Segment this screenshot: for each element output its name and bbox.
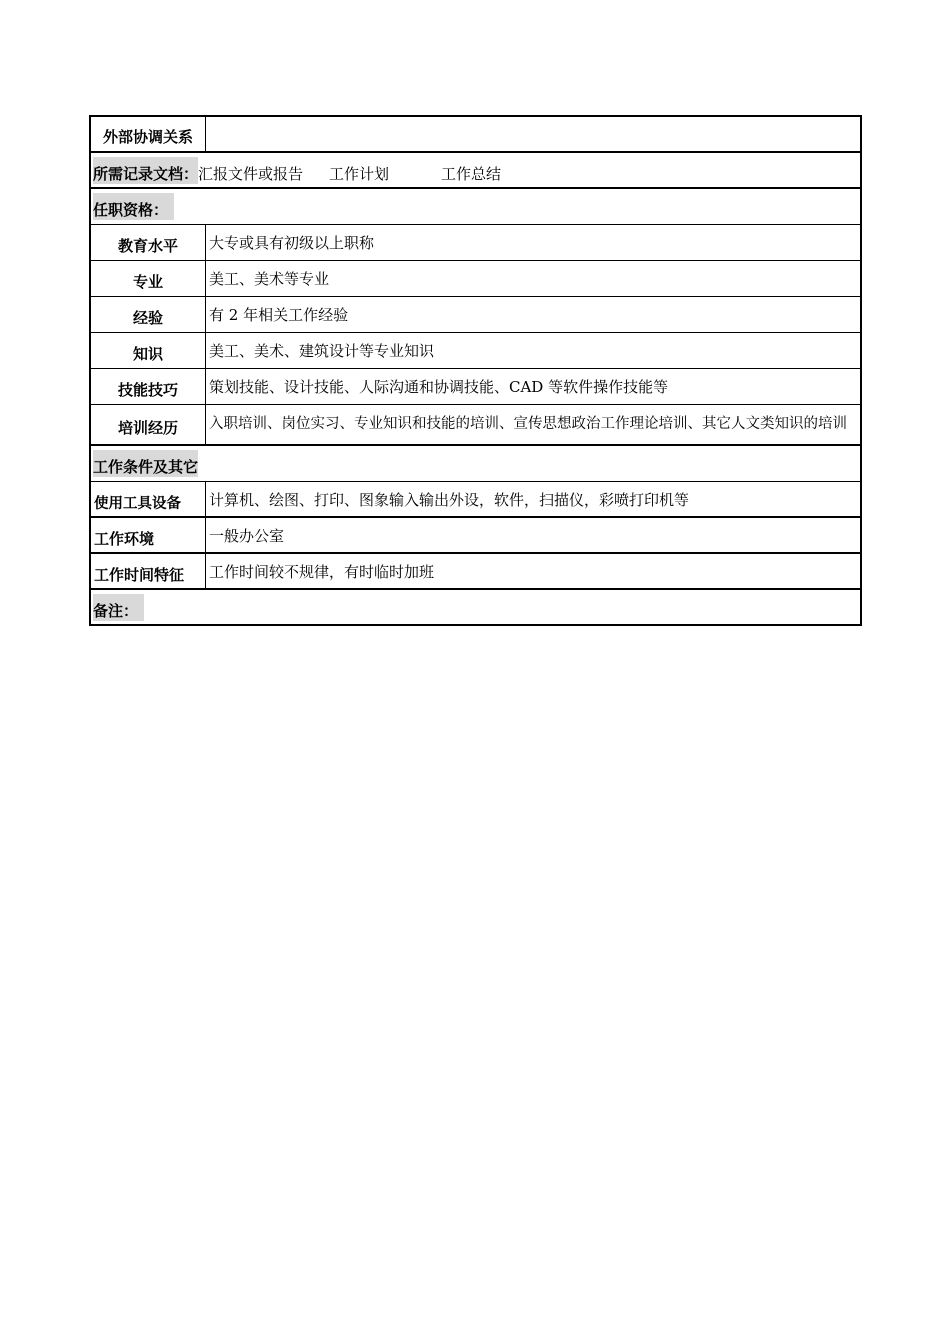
- work-conditions-header-cell: [91, 446, 860, 481]
- remarks-row: [91, 590, 860, 624]
- time-value: 工作时间较不规律，有时临时加班: [209, 562, 435, 581]
- qualification-row-skills: [91, 369, 860, 405]
- qualification-row-education: [91, 225, 860, 261]
- education-value: 大专或具有初级以上职称: [209, 234, 375, 252]
- experience-value: 有 2 年相关工作经验: [209, 306, 349, 324]
- major-label: 专业: [91, 261, 206, 296]
- qualification-row-experience: [91, 297, 860, 333]
- knowledge-label: 知识: [91, 333, 206, 368]
- skills-value: 策划技能、设计技能、人际沟通和协调技能、CAD 等软件操作技能等: [209, 378, 669, 396]
- skills-label: 技能技巧: [91, 369, 206, 404]
- work-conditions-header-row: [91, 446, 860, 482]
- required-docs-label: 所需记录文档：: [93, 157, 198, 184]
- external-coordination-value: [206, 117, 860, 151]
- qualification-row-major: [91, 261, 860, 297]
- required-docs-content: [93, 157, 527, 184]
- doc-item-plan: 工作计划: [329, 164, 390, 183]
- education-label: 教育水平: [91, 225, 206, 260]
- time-label: 工作时间特征: [91, 554, 206, 588]
- job-description-table: [89, 115, 862, 626]
- major-value: 美工、美术等专业: [209, 270, 330, 288]
- training-value: 入职培训、岗位实习、专业知识和技能的培训、宣传思想政治工作理论培训、其它人文类知识的培训: [209, 416, 847, 432]
- doc-item-report: 汇报文件或报告: [198, 164, 304, 183]
- external-coordination-label: 外部协调关系: [91, 117, 206, 151]
- doc-item-summary: 工作总结: [441, 164, 502, 183]
- qualification-row-training: [91, 405, 860, 446]
- tools-value: 计算机、绘图、打印、图象输入输出外设，软件，扫描仪，彩喷打印机等: [209, 490, 690, 509]
- work-conditions-header: 工作条件及其它: [93, 450, 198, 477]
- work-condition-row-tools: [91, 482, 860, 518]
- work-condition-row-environment: [91, 518, 860, 554]
- tools-label: 使用工具设备: [91, 482, 206, 516]
- knowledge-value: 美工、美术、建筑设计等专业知识: [209, 342, 435, 360]
- external-coordination-row: [91, 117, 860, 153]
- required-docs-row: [91, 153, 860, 189]
- training-label: 培训经历: [91, 405, 206, 444]
- environment-label: 工作环境: [91, 518, 206, 552]
- qualification-row-knowledge: [91, 333, 860, 369]
- environment-value: 一般办公室: [209, 526, 285, 545]
- remarks-cell: [91, 590, 860, 624]
- qualifications-header-cell: [91, 189, 860, 224]
- experience-label: 经验: [91, 297, 206, 332]
- work-condition-row-time: [91, 554, 860, 590]
- remarks-label: 备注：: [93, 594, 144, 621]
- qualifications-header: 任职资格：: [93, 193, 174, 220]
- qualifications-header-row: [91, 189, 860, 225]
- required-docs-line: [91, 153, 860, 187]
